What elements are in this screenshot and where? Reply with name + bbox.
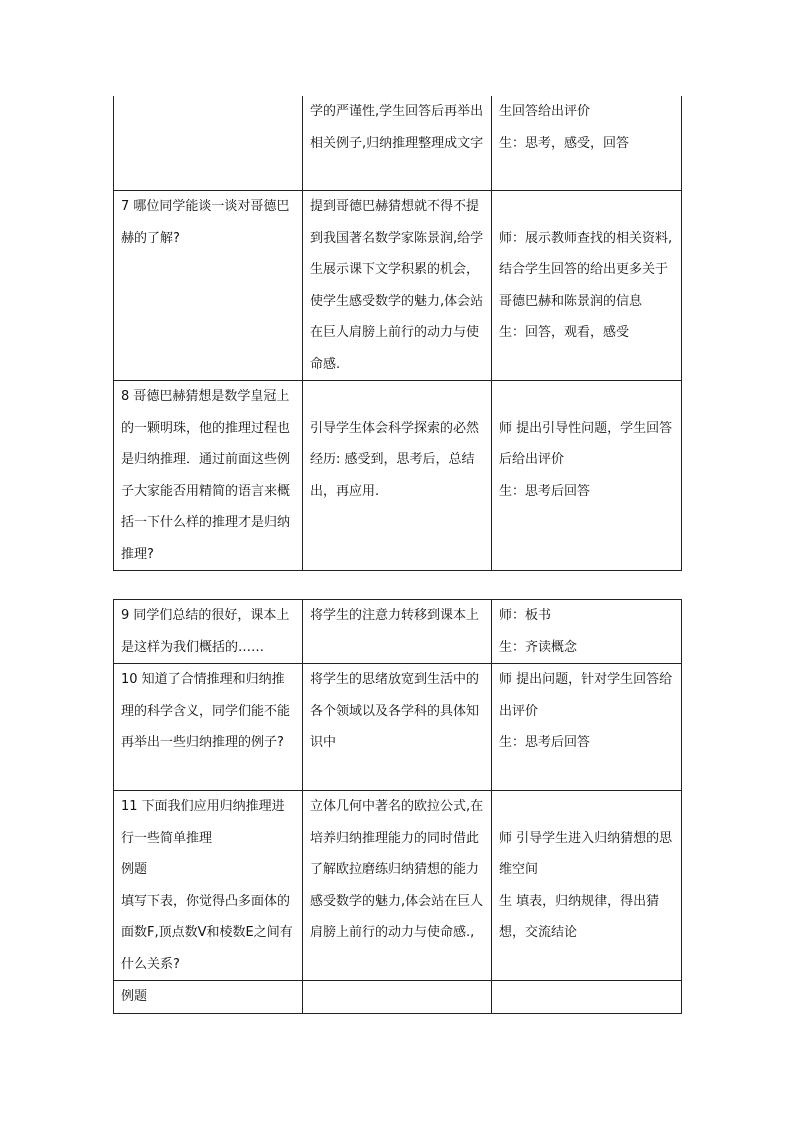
intent-cell: 提到哥德巴赫猜想就不得不提到我国著名数学家陈景润,给学生展示课下文学积累的机会，使学生感受数学的魅力,体会站在巨人肩膀上前行的动力与使命感.	[303, 191, 492, 381]
activity-cell: 师 提出引导性问题，学生回答后给出评价 生：思考后回答	[492, 381, 682, 571]
table-row	[114, 600, 682, 664]
question-cell: 10 知道了合情推理和归纳推理的科学含义，同学们能不能再举出一些归纳推理的例子?	[114, 664, 303, 791]
activity-cell: 师 引导学生进入归纳猜想的思维空间 生 填表，归纳规律，得出猜想，交流结论	[492, 791, 682, 981]
activity-cell: 生回答给出评价 生：思考，感受，回答	[492, 96, 682, 191]
table-row	[114, 96, 682, 191]
question-cell: 11 下面我们应用归纳推理进行一些简单推理 例题 填写下表，你觉得凸多面体的面数F,顶点数V和棱数E之间有什么关系?	[114, 791, 303, 981]
table-row	[114, 791, 682, 981]
activity-cell	[492, 981, 682, 1014]
activity-cell: 师：板书 生：齐读概念	[492, 600, 682, 664]
intent-cell: 将学生的思绪放宽到生活中的各个领域以及各学科的具体知识中	[303, 664, 492, 791]
activity-cell: 师 提出问题，针对学生回答给出评价 生：思考后回答	[492, 664, 682, 791]
question-cell	[114, 96, 303, 191]
intent-cell: 学的严谨性,学生回答后再举出相关例子,归纳推理整理成文字	[303, 96, 492, 191]
table-row	[114, 191, 682, 381]
question-cell: 7 哪位同学能谈一谈对哥德巴赫的了解?	[114, 191, 303, 381]
intent-cell	[303, 981, 492, 1014]
question-cell: 9 同学们总结的很好，课本上是这样为我们概括的……	[114, 600, 303, 664]
intent-cell: 立体几何中著名的欧拉公式,在培养归纳推理能力的同时借此了解欧拉磨练归纳猜想的能力感受数学的魅力,体会站在巨人肩膀上前行的动力与使命感.,	[303, 791, 492, 981]
question-cell: 例题	[114, 981, 303, 1014]
lesson-plan-table-part1	[113, 96, 682, 571]
table-row	[114, 381, 682, 571]
intent-cell: 将学生的注意力转移到课本上	[303, 600, 492, 664]
table-row	[114, 981, 682, 1014]
table-row	[114, 664, 682, 791]
lesson-plan-table-part2	[113, 599, 682, 1014]
activity-cell: 师：展示教师查找的相关资料,结合学生回答的给出更多关于哥德巴赫和陈景润的信息 生：回答，观看，感受	[492, 191, 682, 381]
intent-cell: 引导学生体会科学探索的必然经历: 感受到，思考后，总结出，再应用.	[303, 381, 492, 571]
question-cell: 8 哥德巴赫猜想是数学皇冠上的一颗明珠，他的推理过程也是归纳推理．通过前面这些例子大家能否用精简的语言来概括一下什么样的推理才是归纳推理?	[114, 381, 303, 571]
